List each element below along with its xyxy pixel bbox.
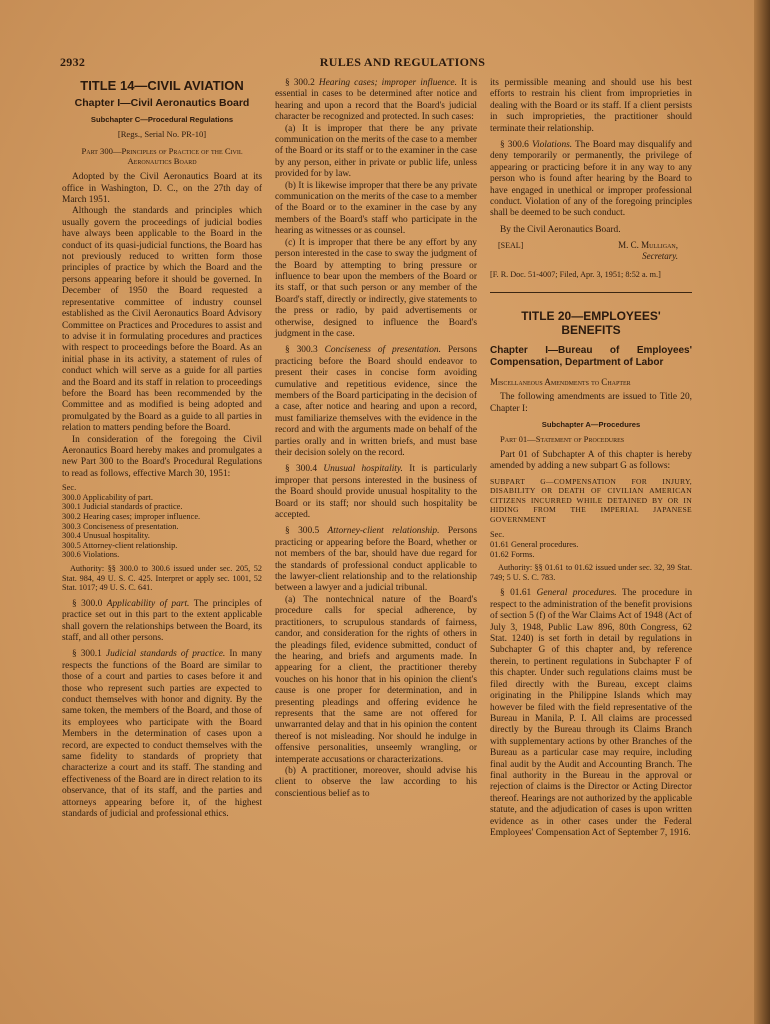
authority-note: Authority: §§ 300.0 to 300.6 issued under sec. 205, 52 Stat. 984, 49 U. S. C. 425. Interpret or apply sec. 1001, 52 Stat. 1017; 49 U. S. C. 641. (62, 563, 262, 593)
seal-label: [SEAL] (498, 241, 524, 251)
section-list-item: 01.62 Forms. (490, 549, 535, 559)
amendments-heading: Miscellaneous Amendments to Chapter (490, 377, 631, 388)
paragraph: (c) It is improper that there be any effort by any person interested in the case to sway the judgment of the Board by attempting to bring pressure or influence to bear upon the members of the Board or its staff, or that such person or any member of the Board's staff, directly or indirectly, give statements to the press or radio, by paid advertisements or otherwise, designed to influence the Board's judgment in the case. (275, 237, 477, 339)
chapter-heading: Chapter I—Bureau of Employees' Compensation, Department of Labor (490, 345, 692, 369)
part-heading: Part 300—Principles of Practice of the Civil Aeronautics Board (81, 146, 243, 167)
section-300-0: § 300.0 Applicability of part. The principles of practice set out in this part to the extent applicable shall govern the relationships between the Board, its staff, and all other persons. (62, 598, 263, 643)
by-board-line: By the Civil Aeronautics Board. (500, 224, 621, 235)
section-list-item: 01.61 General procedures. (490, 540, 579, 550)
section-list-item: 300.3 Conciseness of presentation. (62, 521, 179, 531)
chapter-heading: Chapter I—Civil Aeronautics Board (74, 97, 250, 110)
paragraph: (a) The nontechnical nature of the Board's procedure calls for special adherence, by practitioners, to scrupulous standards of fairness, candor, and consideration for the rights of others in the pleadings filed, evidence submitted, conduct of the hearing, and briefs and arguments made. In appearing for a client, the practitioner thereby vouches on his honor that in his opinion the client's cause is one proper for determination, and in presenting pleadings and offering evidence he represents that the same are not offered for unwarranted delay and that in his opinion the content thereof is not misleading. Nor should he indulge in offensive personalities, unseemly wrangling, or intemperate accusations or characterizations. (275, 594, 477, 765)
section-list-label: Sec. (490, 530, 505, 540)
section-list (62, 483, 262, 560)
subchapter-heading: Subchapter A—Procedures (541, 420, 641, 430)
divider (490, 292, 692, 293)
section-300-1: § 300.1 Judicial standards of practice. In many respects the functions of the Board are similar to those of a court and parties to cases before it and those who represent such parties are expected to conduct themselves with honor and dignity. By the same token, the members of the Board, and those of its employees who participate with the Board Members in the determination of cases upon a record, are expected to conduct themselves with the same fidelity to standards of propriety that characterize a court and its staff. The standing and effectiveness of the Board are in direct relation to its observance, that of its staff, and the parties and attorneys appearing before it, of the highest standards of judicial and professional ethics. (62, 649, 263, 820)
subchapter-heading: Subchapter C—Procedural Regulations (90, 115, 234, 125)
section-list-item: 300.4 Unusual hospitality. (62, 531, 150, 541)
subpart-heading: SUBPART G—COMPENSATION FOR INJURY, DISABILITY OR DEATH OF CIVILIAN AMERICAN CITIZENS INCURRED WHILE DETAINED BY OR IN HIDING FROM THE IMPERIAL JAPANESE GOVERNMENT (490, 476, 692, 524)
running-header (60, 55, 745, 71)
paragraph: The following amendments are issued to Title 20, Chapter I: (490, 392, 692, 414)
section-300-4: § 300.4 Unusual hospitality. It is particularly improper that persons interested in the business of the Board should provide unusual hospitality to the Board or its staff; nor should such hospitality be accepted. (275, 464, 478, 521)
regulation-serial: [Regs., Serial No. PR-10] (117, 128, 207, 139)
fr-doc-note: [F. R. Doc. 51-4007; Filed, Apr. 3, 1951; 8:52 a. m.] (490, 270, 661, 280)
signer-role: Secretary. (642, 251, 678, 262)
section-list-item: 300.0 Applicability of part. (62, 492, 153, 502)
section-list-item: 300.1 Judicial standards of practice. (62, 502, 183, 512)
section-list-label: Sec. (62, 483, 77, 493)
paragraph: Part 01 of Subchapter A of this chapter is hereby amended by adding a new subpart G as follows: (490, 449, 692, 472)
page-number: 2932 (60, 55, 86, 69)
title-14-heading: TITLE 14—CIVIL AVIATION (80, 78, 244, 93)
section-01-61: § 01.61 General procedures. The procedure in respect to the administration of the benefit provisions of section 5 (f) of the War Claims Act of 1948 (Act of July 3, 1948, Public Law 896, 80th Congress, 62 Stat. 1240) is set forth in detail by regulations in Subchapter G of this chapter and, by reference therein, to pertinent regulations in Subchapter F of this chapter. Under such regulations claims must be filed directly with the Bureau, except claims originating in the Philippine Islands which may however be filed with the field representative of the Bureau in Manila, P. I. All claims are processed directly by the Bureau through its Claims Branch with supplementary actions by other Branches of the Bureau as a particular case may require, including final audit by the Audit and Accounting Branch. The final authority in the Bureau in the approval or rejection of claims is the Director or Acting Director thereof. Hearings are not authorized by the applicable statute, and the adjudication of cases is upon written evidence as in other cases under the Federal Employees' Compensation Act of September 7, 1916. (490, 588, 693, 838)
section-list-item: 300.6 Violations. (62, 550, 120, 560)
paragraph: Although the standards and principles which usually govern the proceedings of judicial bodies have always been applicable to the Board in the conduct of its quasi-judicial functions, the Board has not previously reduced to written form those principles of practice by which the Board and the persons appearing before it should be governed. In December of 1950 the Board requested a representative committee of industry counsel established as the Civil Aeronautics Board Advisory Committee on Practices and Procedures to assist and to advise it in formulating procedures and practices with respect to proceedings before the Board. As an initial phase in its activity, a statement of rules of conduct which will serve as a guide for all parties and the Board and its staff in relation to proceedings before the Board has been recommended by the Committee and as modified is being adopted and promulgated by the Board as a guide to all parties in relation to matters pending before the Board. (62, 206, 262, 434)
section-300-6: § 300.6 Violations. The Board may disqualify and deny temporarily or permanently, the privilege of appearing or practicing before it in any way to any person who is found after hearing by the Board to have engaged in unethical or improper professional conduct. Violation of any of the foregoing principles shall be deemed to be such conduct. (490, 140, 692, 219)
paragraph: Adopted by the Civil Aeronautics Board at its office in Washington, D. C., on the 27th day of March 1951. (62, 172, 262, 206)
paragraph: (a) It is improper that there be any private communication on the merits of the case to a member of the Board or its staff or to the examiner in the case by any person, either in private or public life, unless provided for by law. (275, 123, 477, 180)
signer-name: M. C. Mulligan, (618, 240, 678, 251)
paragraph: (b) A practitioner, moreover, should advise his client to observe the law according to his conscientious belief as to (275, 765, 477, 799)
section-300-3: § 300.3 Conciseness of presentation. Persons practicing before the Board should endeavor to present their cases in concise form avoiding cumulative and repetitious evidence, since the members of the Board participating in the decision of a case, after notice and hearing and upon a record, must familiarize themselves with the evidence in the record and with the arguments made on behalf of the parties orally and in written briefs, and must base their decision solely on the record. (275, 345, 477, 458)
section-300-2: § 300.2 Hearing cases; improper influence. It is essential in cases to be determined after notice and hearing and upon a record that the Board's judicial character be recognized and protected. In such cases: (275, 78, 478, 123)
section-list-item: 300.2 Hearing cases; improper influence. (62, 511, 201, 521)
section-300-5: § 300.5 Attorney-client relationship. Persons practicing or appearing before the Board, whether or not members of the bar, should have due regard for the standards of professional conduct applicable to the lawyer-client relationship and to the relationship between a lawyer and a judicial tribunal. (275, 526, 477, 594)
authority-note: Authority: §§ 01.61 to 01.62 issued under sec. 32, 39 Stat. 749; 5 U. S. C. 783. (490, 563, 692, 582)
title-20-heading: TITLE 20—EMPLOYEES' BENEFITS (521, 309, 661, 338)
part-heading: Part 01—Statement of Procedures (500, 433, 625, 444)
paragraph: (b) It is likewise improper that there be any private communication on the merits of the case to a member of the Board or to the examiner in the case by any members of the Board's staff who participate in the hearing as witnesses or as counsel. (275, 180, 477, 237)
section-list-item: 300.5 Attorney-client relationship. (62, 540, 178, 550)
running-title: RULES AND REGULATIONS (319, 55, 486, 69)
column-3 (490, 78, 692, 839)
section-list (490, 530, 692, 559)
paragraph: In consideration of the foregoing the Civil Aeronautics Board hereby makes and promulgates a new Part 300 to the Board's Procedural Regulations to read as follows, effective March 30, 1951: (62, 434, 262, 479)
column-1 (62, 78, 262, 820)
signature-block (490, 240, 692, 264)
binding-edge (754, 0, 770, 1024)
paragraph: its permissible meaning and should use his best efforts to restrain his client from improprieties in dealing with the Board or its staff. If a client persists in such improprieties, the practitioner should terminate their relationship. (490, 78, 692, 134)
column-2 (275, 78, 477, 800)
